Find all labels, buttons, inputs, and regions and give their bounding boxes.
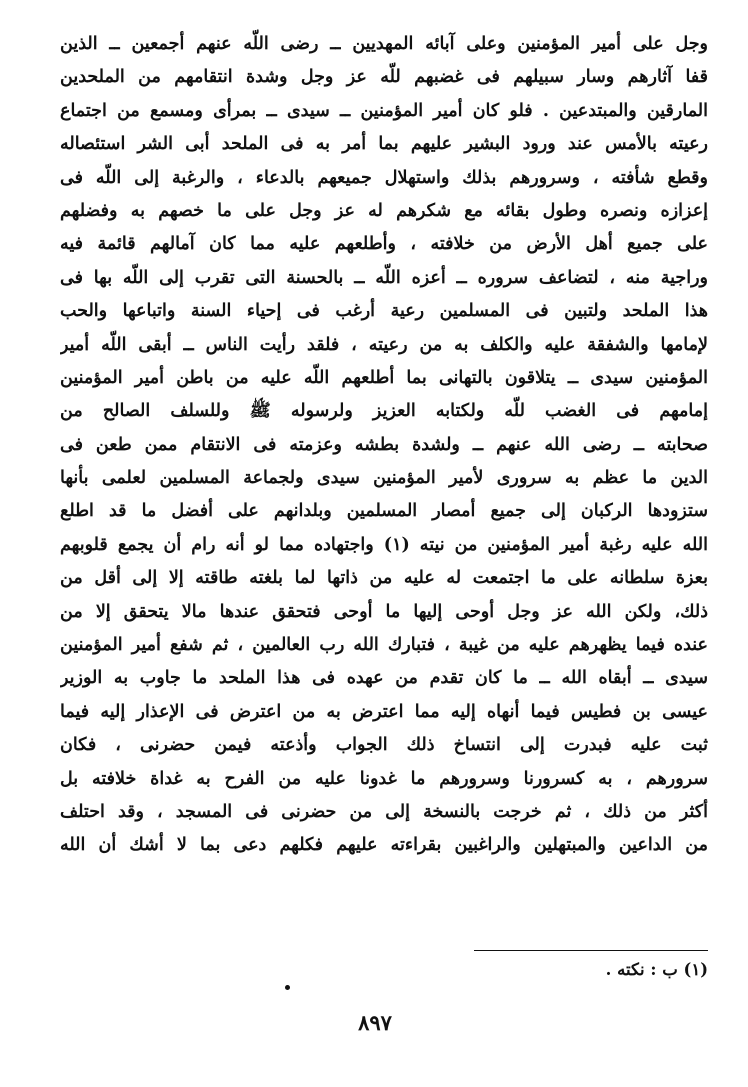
text-line: إمامهم فى الغضب للّه ولكتابه العزيز ولرسوله ﷺ وللسلف الصالح من (60, 401, 708, 422)
text-line: الله عليه رغبة أمير المؤمنين من نيته (١) واجتهاده مما لو أنه رام أن يجمع قلوبهم (60, 534, 708, 555)
page-number: ٨٩٧ (358, 1010, 392, 1035)
text-line: رعيته بالأمس عند ورود البشير عليهم بما أمر به فى الملحد أبى الشر استئصاله (60, 134, 708, 155)
text-line: وقطع شأفته ، وسرورهم بذلك واستهلال جميعهم بالدعاء ، والرغبة إلى اللّه فى (60, 167, 708, 188)
text-line: أكثر من ذلك ، ثم خرجت بالنسخة إلى من حضرنى فى المسجد ، وقد احتلف (60, 801, 708, 822)
text-line: الدين ما عظم به سرورى لأمير المؤمنين سيدى ولجماعة المسلمين لعلمى بأنها (60, 468, 708, 489)
text-line: المارقين والمبتدعين . فلو كان أمير المؤمنين ــ سيدى ــ بمرأى ومسمع من اجتماع (60, 100, 708, 121)
ink-dot (285, 985, 290, 990)
text-line: بعزة سلطانه على ما اجتمعت له عليه من ذاتها لما بلغته طاقته إلا إلى أقل من (60, 568, 708, 589)
text-line: ثبت عليه فبدرت إلى انتساخ ذلك الجواب وأذعته فيمن حضرنى ، فكان (60, 735, 708, 756)
text-line: وجل على أمير المؤمنين وعلى آبائه المهديين ــ رضى اللّه عنهم أجمعين ــ الذين (60, 34, 708, 54)
text-line: ستزودها الركبان إلى جميع أمصار المسلمين وبلدانهم على أفضل ما قد اطلع (60, 501, 708, 522)
text-line: صحابته ــ رضى الله عنهم ــ ولشدة بطشه وعزمته فى الانتقام ممن طعن فى (60, 434, 708, 455)
text-line: من الداعين والمبتهلين والراغبين بقراءته عليهم فكلهم دعى بما لا أشك أن الله (60, 835, 708, 856)
text-line: سرورهم ، به كسرورنا وسرورهم ما غدونا عليه من الفرح به غداة خلافته بل (60, 768, 708, 789)
text-line: إعزازه ونصره وطول بقائه مع شكرهم له عز وجل على ما خصهم به وفضلهم (60, 200, 708, 221)
text-line: سيدى ــ أبقاه الله ــ ما كان تقدم من عهده فى هذا الملحد ما جاوب به الوزير (60, 668, 708, 689)
text-line: عنده فيما يظهرهم عليه من غيبة ، فتبارك الله رب العالمين ، ثم شفع أمير المؤمنين (60, 635, 708, 656)
text-line: لإمامها والشفقة عليه والكلف به من رعيته ، فلقد رأيت الناس ــ أبقى اللّه أمير (60, 334, 708, 355)
footnote-divider (474, 950, 708, 951)
text-line: هذا الملحد ولتبين فى المسلمين رعية أرغب فى إحياء السنة واتباعها والحب (60, 301, 708, 322)
footnote: (١) ب : نكته . (605, 960, 708, 979)
text-line: قفا آثارهم وسار سبيلهم فى غضبهم للّه عز وجل وشدة انتقامهم من الملحدين (60, 67, 708, 88)
text-line: عيسى بن فطيس فيما أنهاه إليه مما اعترض به من اعترض فى الإعذار إليه فيما (60, 701, 708, 722)
text-line: على جميع أهل الأرض من خلافته ، وأطلعهم عليه مما كان آمالهم قائمة فيه (60, 234, 708, 255)
text-line: وراجية منه ، لتضاعف سروره ــ أعزه اللّه ــ بالحسنة التى تقرب إلى اللّه بها فى (60, 267, 708, 288)
body-text (60, 28, 708, 863)
text-line: ذلك، ولكن الله عز وجل أوحى إليها ما أوحى فتحقق عندها مالا يتحقق إلا من (60, 601, 708, 622)
text-line: المؤمنين سيدى ــ يتلاقون بالتهانى بما أطلعهم اللّه عليه من باطن أمير المؤمنين (60, 367, 708, 388)
